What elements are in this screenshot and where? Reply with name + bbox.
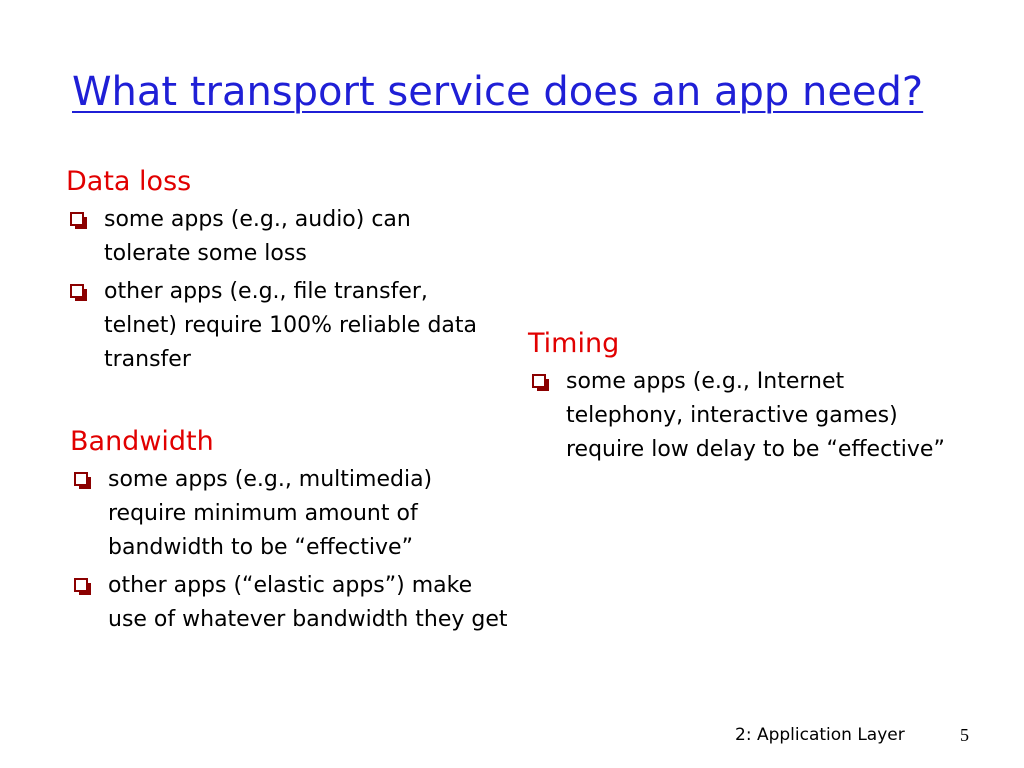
section-heading-data-loss: Data loss bbox=[66, 166, 192, 197]
bullet-list-data-loss bbox=[66, 203, 496, 377]
box-bullet-icon bbox=[74, 578, 88, 592]
bullet-list-bandwidth bbox=[70, 463, 510, 637]
section-bandwidth bbox=[70, 425, 510, 641]
bullet-item bbox=[66, 275, 496, 377]
bullet-list-timing bbox=[528, 365, 958, 467]
section-heading-timing: Timing bbox=[528, 328, 620, 359]
bullet-item bbox=[528, 365, 958, 467]
section-timing bbox=[528, 327, 958, 471]
bullet-text: some apps (e.g., Internet telephony, interactive games) require low delay to be “effective” bbox=[566, 369, 945, 462]
footer-label: 2: Application Layer bbox=[735, 725, 905, 745]
bullet-item bbox=[70, 463, 510, 565]
bullet-text: other apps (e.g., file transfer, telnet) require 100% reliable data transfer bbox=[104, 279, 478, 372]
section-heading-bandwidth: Bandwidth bbox=[70, 426, 214, 457]
box-bullet-icon bbox=[70, 212, 84, 226]
box-bullet-icon bbox=[70, 284, 84, 298]
box-bullet-icon bbox=[74, 472, 88, 486]
page-number: 5 bbox=[960, 725, 969, 745]
section-data-loss bbox=[66, 165, 496, 381]
slide-title: What transport service does an app need? bbox=[72, 69, 924, 115]
bullet-text: some apps (e.g., audio) can tolerate some loss bbox=[104, 207, 411, 266]
bullet-item bbox=[66, 203, 496, 271]
bullet-item bbox=[70, 569, 510, 637]
bullet-text: some apps (e.g., multimedia) require minimum amount of bandwidth to be “effective” bbox=[108, 467, 433, 560]
bullet-text: other apps (“elastic apps”) make use of whatever bandwidth they get bbox=[108, 573, 508, 632]
box-bullet-icon bbox=[532, 374, 546, 388]
